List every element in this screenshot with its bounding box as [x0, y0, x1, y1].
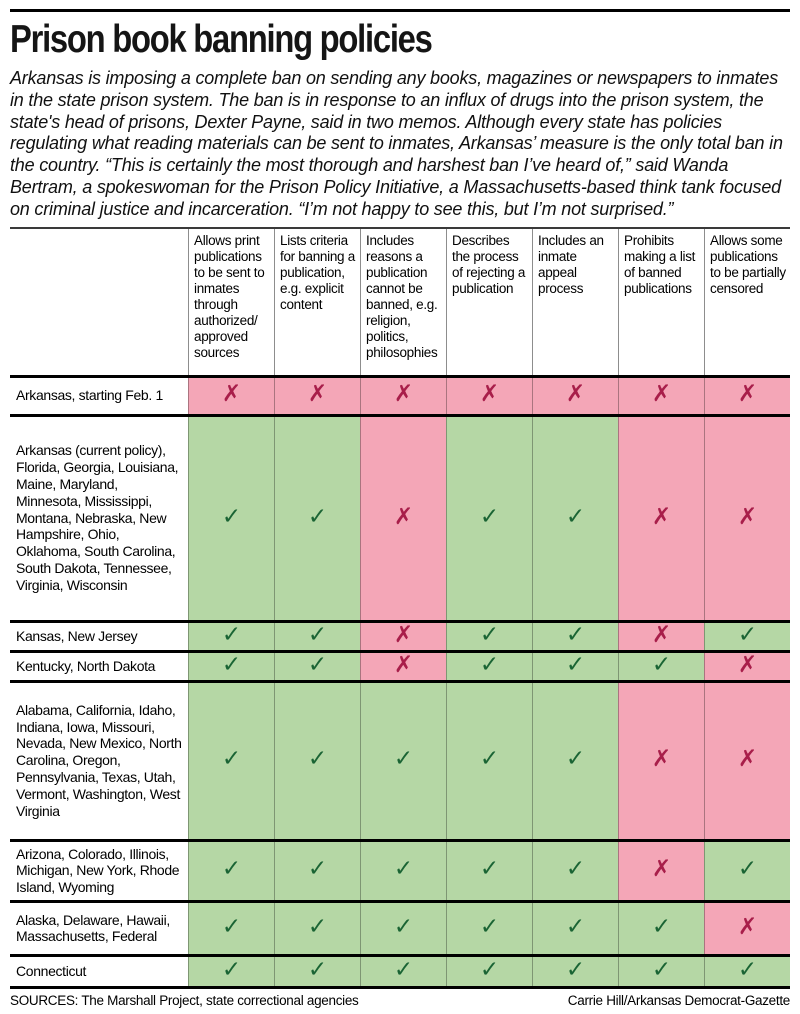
check-icon: ✓ — [479, 956, 500, 983]
page-title: Prison book banning policies — [10, 18, 432, 61]
x-icon: ✗ — [737, 381, 758, 408]
top-rule — [10, 9, 790, 12]
check-icon: ✓ — [479, 856, 500, 883]
policy-no-cell — [188, 378, 274, 414]
policy-yes-cell — [704, 842, 790, 900]
policy-no-cell — [360, 378, 446, 414]
check-icon: ✓ — [307, 913, 328, 940]
x-icon: ✗ — [651, 381, 672, 408]
check-icon: ✓ — [479, 746, 500, 773]
row-label: Arkansas (current policy), Florida, Georgia, Louisiana, Maine, Maryland, Minnesota, Mississippi, Montana, Nebraska, New Hampshire, Ohio, Oklahoma, South Carolina, South Dakota, Tennessee, Virginia, Wisconsin — [10, 417, 188, 620]
policy-yes-cell — [532, 623, 618, 650]
check-icon: ✓ — [307, 503, 328, 530]
check-icon: ✓ — [565, 621, 586, 648]
policy-no-cell — [704, 378, 790, 414]
policy-yes-cell — [532, 957, 618, 986]
policy-yes-cell — [360, 903, 446, 954]
x-icon: ✗ — [737, 746, 758, 773]
column-header: Lists criteria for banning a publication, e.g. explicit content — [274, 229, 360, 375]
column-header: Includes an inmate appeal process — [532, 229, 618, 375]
column-header: Allows print publications to be sent to inmates through authorized/ approved sources — [188, 229, 274, 375]
table-row — [10, 954, 790, 986]
check-icon: ✓ — [393, 956, 414, 983]
policy-yes-cell — [274, 903, 360, 954]
policy-yes-cell — [704, 623, 790, 650]
check-icon: ✓ — [651, 651, 672, 678]
policy-table — [10, 227, 790, 989]
policy-yes-cell — [188, 623, 274, 650]
policy-yes-cell — [274, 683, 360, 839]
x-icon: ✗ — [651, 746, 672, 773]
row-label: Kentucky, North Dakota — [10, 653, 188, 680]
sources-text: SOURCES: The Marshall Project, state correctional agencies — [10, 992, 359, 1008]
table-row — [10, 414, 790, 620]
check-icon: ✓ — [221, 746, 242, 773]
check-icon: ✓ — [221, 621, 242, 648]
policy-yes-cell — [532, 903, 618, 954]
policy-yes-cell — [618, 653, 704, 680]
check-icon: ✓ — [651, 956, 672, 983]
policy-yes-cell — [360, 842, 446, 900]
column-header: Includes reasons a publication cannot be banned, e.g. religion, politics, philosophies — [360, 229, 446, 375]
x-icon: ✗ — [393, 621, 414, 648]
x-icon: ✗ — [221, 381, 242, 408]
policy-yes-cell — [446, 957, 532, 986]
row-label: Arizona, Colorado, Illinois, Michigan, New York, Rhode Island, Wyoming — [10, 842, 188, 900]
check-icon: ✓ — [565, 746, 586, 773]
policy-yes-cell — [532, 653, 618, 680]
policy-no-cell — [360, 623, 446, 650]
check-icon: ✓ — [307, 651, 328, 678]
check-icon: ✓ — [565, 651, 586, 678]
check-icon: ✓ — [565, 503, 586, 530]
policy-yes-cell — [532, 417, 618, 620]
policy-yes-cell — [446, 417, 532, 620]
table-row — [10, 650, 790, 680]
table-row — [10, 375, 790, 414]
check-icon: ✓ — [307, 746, 328, 773]
check-icon: ✓ — [221, 503, 242, 530]
check-icon: ✓ — [565, 913, 586, 940]
row-label: Alaska, Delaware, Hawaii, Massachusetts, Federal — [10, 903, 188, 954]
policy-yes-cell — [188, 653, 274, 680]
x-icon: ✗ — [393, 651, 414, 678]
x-icon: ✗ — [737, 913, 758, 940]
check-icon: ✓ — [221, 856, 242, 883]
policy-no-cell — [704, 903, 790, 954]
check-icon: ✓ — [565, 956, 586, 983]
x-icon: ✗ — [651, 856, 672, 883]
column-header: Describes the process of rejecting a publication — [446, 229, 532, 375]
intro-paragraph: Arkansas is imposing a complete ban on sending any books, magazines or newspapers to inmates in the state prison system. The ban is in response to an influx of drugs into the prison system, the state's head of prisons, Dexter Payne, said in two memos. Although every state has policies regulating what reading materials can be sent to inmates, Arkansas’ measure is the only total ban in the country. “This is certainly the most thorough and harshest ban I’ve heard of,” said Wanda Bertram, a spokeswoman for the Prison Policy Initiative, a Massachusetts-based think tank focused on criminal justice and incarceration. “I’m not happy to see this, but I’m not surprised.” — [10, 68, 783, 219]
check-icon: ✓ — [479, 621, 500, 648]
check-icon: ✓ — [737, 621, 758, 648]
table-row — [10, 839, 790, 900]
policy-no-cell — [446, 378, 532, 414]
table-body — [10, 375, 790, 989]
policy-yes-cell — [446, 842, 532, 900]
credit-text: Carrie Hill/Arkansas Democrat-Gazette — [567, 992, 790, 1008]
check-icon: ✓ — [479, 651, 500, 678]
policy-no-cell — [704, 417, 790, 620]
policy-yes-cell — [274, 623, 360, 650]
policy-yes-cell — [360, 957, 446, 986]
footer — [10, 989, 790, 1010]
policy-yes-cell — [618, 903, 704, 954]
check-icon: ✓ — [479, 913, 500, 940]
policy-yes-cell — [188, 683, 274, 839]
policy-no-cell — [618, 417, 704, 620]
policy-no-cell — [618, 623, 704, 650]
policy-yes-cell — [618, 957, 704, 986]
check-icon: ✓ — [737, 856, 758, 883]
policy-yes-cell — [274, 842, 360, 900]
x-icon: ✗ — [393, 381, 414, 408]
row-label: Kansas, New Jersey — [10, 623, 188, 650]
check-icon: ✓ — [307, 956, 328, 983]
policy-no-cell — [618, 683, 704, 839]
policy-yes-cell — [446, 653, 532, 680]
x-icon: ✗ — [737, 503, 758, 530]
x-icon: ✗ — [393, 503, 414, 530]
policy-no-cell — [532, 378, 618, 414]
check-icon: ✓ — [565, 856, 586, 883]
policy-yes-cell — [446, 683, 532, 839]
policy-yes-cell — [274, 417, 360, 620]
policy-yes-cell — [274, 957, 360, 986]
x-icon: ✗ — [565, 381, 586, 408]
column-header: Prohibits making a list of banned publications — [618, 229, 704, 375]
policy-yes-cell — [188, 957, 274, 986]
row-label: Connecticut — [10, 957, 188, 986]
check-icon: ✓ — [393, 746, 414, 773]
policy-yes-cell — [532, 683, 618, 839]
policy-no-cell — [618, 378, 704, 414]
policy-no-cell — [704, 653, 790, 680]
check-icon: ✓ — [737, 956, 758, 983]
check-icon: ✓ — [393, 856, 414, 883]
policy-yes-cell — [360, 683, 446, 839]
header-spacer-cell — [10, 229, 188, 375]
policy-yes-cell — [704, 957, 790, 986]
policy-no-cell — [704, 683, 790, 839]
x-icon: ✗ — [479, 381, 500, 408]
table-row — [10, 900, 790, 954]
x-icon: ✗ — [307, 381, 328, 408]
policy-yes-cell — [446, 623, 532, 650]
policy-no-cell — [618, 842, 704, 900]
policy-yes-cell — [188, 842, 274, 900]
check-icon: ✓ — [651, 913, 672, 940]
table-header-row — [10, 227, 790, 375]
x-icon: ✗ — [737, 651, 758, 678]
policy-yes-cell — [446, 903, 532, 954]
check-icon: ✓ — [221, 651, 242, 678]
policy-yes-cell — [188, 417, 274, 620]
policy-yes-cell — [188, 903, 274, 954]
check-icon: ✓ — [221, 956, 242, 983]
policy-no-cell — [274, 378, 360, 414]
table-row — [10, 680, 790, 839]
x-icon: ✗ — [651, 503, 672, 530]
policy-yes-cell — [274, 653, 360, 680]
x-icon: ✗ — [651, 621, 672, 648]
check-icon: ✓ — [307, 621, 328, 648]
check-icon: ✓ — [479, 503, 500, 530]
table-row — [10, 620, 790, 650]
policy-no-cell — [360, 653, 446, 680]
policy-no-cell — [360, 417, 446, 620]
check-icon: ✓ — [393, 913, 414, 940]
row-label: Alabama, California, Idaho, Indiana, Iowa, Missouri, Nevada, New Mexico, North Carolina, Oregon, Pennsylvania, Texas, Utah, Vermont, Washington, West Virginia — [10, 683, 188, 839]
check-icon: ✓ — [307, 856, 328, 883]
check-icon: ✓ — [221, 913, 242, 940]
row-label: Arkansas, starting Feb. 1 — [10, 378, 188, 414]
policy-yes-cell — [532, 842, 618, 900]
column-header: Allows some publications to be partially censored — [704, 229, 790, 375]
